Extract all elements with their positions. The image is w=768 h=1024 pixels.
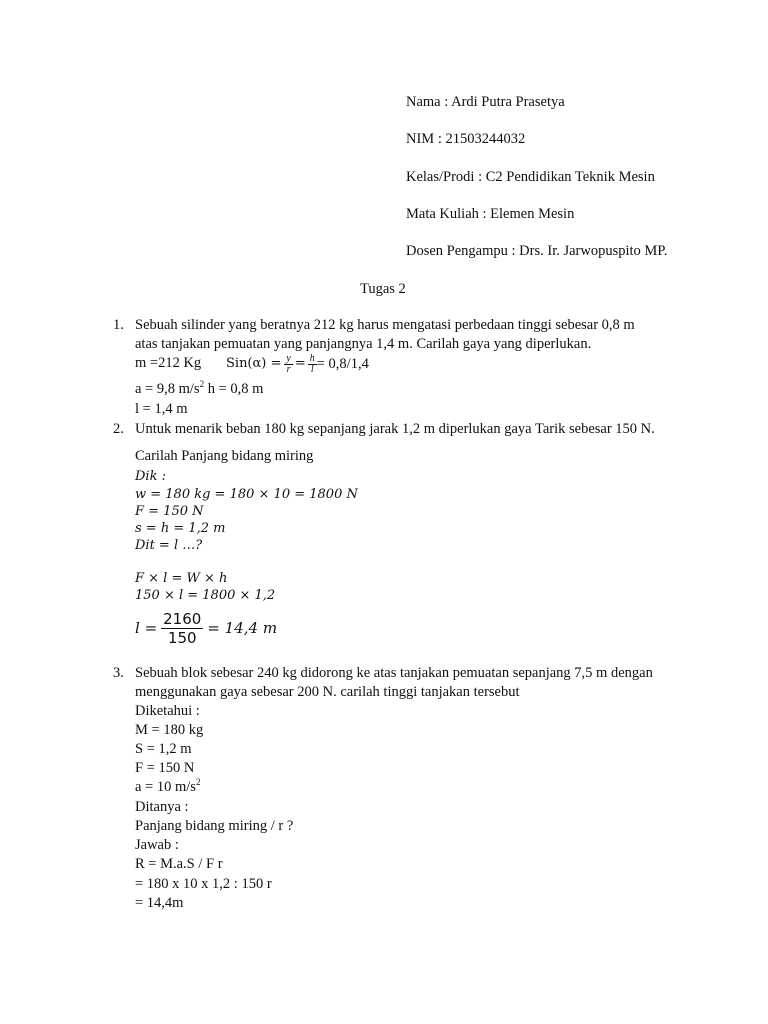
q2-height: s = h = 1,2 m xyxy=(135,521,226,536)
q1-number: 1. xyxy=(113,317,124,333)
q2-equation2: 150 × l = 1800 × 1,2 xyxy=(135,588,276,603)
q3-text-line1: Sebuah blok sebesar 240 kg didorong ke atas tanjakan pemuatan sepanjang 7,5 m dengan xyxy=(135,665,653,681)
student-nim: NIM : 21503244032 xyxy=(406,131,526,147)
q2-denominator: 150 xyxy=(167,628,197,647)
q2-equation1: F × l = W × h xyxy=(135,571,228,586)
q3-distance: S = 1,2 m xyxy=(135,741,192,757)
q1-text-line1: Sebuah silinder yang beratnya 212 kg harus mengatasi perbedaan tinggi sebesar 0,8 m xyxy=(135,317,635,333)
q2-number: 2. xyxy=(113,421,124,437)
q3-answer-line1: R = M.a.S / F r xyxy=(135,856,223,872)
q1-frac-r: r xyxy=(286,363,291,375)
q1-frac-h-l xyxy=(308,354,317,375)
course-name: Mata Kuliah : Elemen Mesin xyxy=(406,206,575,222)
q1-sin-formula xyxy=(226,352,369,376)
q3-answer-line2: = 180 x 10 x 1,2 : 150 r xyxy=(135,876,272,892)
q2-text-line1: Untuk menarik beban 180 kg sepanjang jarak 1,2 m diperlukan gaya Tarik sebesar 150 N. xyxy=(135,421,655,437)
q3-accel-sup: 2 xyxy=(195,777,201,788)
q3-jawab: Jawab : xyxy=(135,837,179,853)
q3-diketahui: Diketahui : xyxy=(135,703,200,719)
page-title: Tugas 2 xyxy=(360,281,406,297)
q1-sin-label: Sin(α) = xyxy=(226,356,282,371)
q3-acceleration xyxy=(135,778,200,796)
q2-text-line2: Carilah Panjang bidang miring xyxy=(135,448,314,464)
q2-fraction xyxy=(161,610,203,647)
q3-answer-line3: = 14,4m xyxy=(135,895,184,911)
q3-force: F = 150 N xyxy=(135,760,195,776)
q2-dik: Dik : xyxy=(135,469,166,484)
q1-frac-y: y xyxy=(286,352,291,364)
q1-equals: = xyxy=(294,356,306,371)
q1-height-text: h = 0,8 m xyxy=(204,381,264,397)
q2-force: F = 150 N xyxy=(135,504,204,519)
q3-question: Panjang bidang miring / r ? xyxy=(135,818,294,834)
q1-accel-sup: 2 xyxy=(199,379,205,390)
q2-l-lhs: l = xyxy=(135,619,158,637)
q1-accel-text: a = 9,8 m/s xyxy=(135,381,200,397)
student-class: Kelas/Prodi : C2 Pendidikan Teknik Mesin xyxy=(406,169,655,185)
q3-text-line2: menggunakan gaya sebesar 200 N. carilah tinggi tanjakan tersebut xyxy=(135,684,520,700)
q3-mass: M = 180 kg xyxy=(135,722,204,738)
q2-l-rhs: = 14,4 m xyxy=(207,619,278,637)
q2-weight: w = 180 kg = 180 × 10 = 1800 N xyxy=(135,487,358,502)
student-name: Nama : Ardi Putra Prasetya xyxy=(406,94,565,110)
q2-numerator: 2160 xyxy=(163,609,202,628)
q1-frac-h: h xyxy=(309,352,315,364)
q1-length: l = 1,4 m xyxy=(135,401,188,417)
q1-text-line2: atas tanjakan pemuatan yang panjangnya 1,4 m. Carilah gaya yang diperlukan. xyxy=(135,336,592,352)
q1-mass: m =212 Kg xyxy=(135,355,202,371)
q1-frac-l: l xyxy=(310,363,314,375)
lecturer-name: Dosen Pengampu : Drs. Ir. Jarwopuspito MP. xyxy=(406,243,668,259)
q1-sin-value: = 0,8/1,4 xyxy=(316,356,369,372)
q3-ditanya: Ditanya : xyxy=(135,799,189,815)
q3-accel-text: a = 10 m/s xyxy=(135,779,196,795)
q2-result xyxy=(135,608,277,648)
q3-number: 3. xyxy=(113,665,124,681)
q2-dit: Dit = l …? xyxy=(135,538,203,553)
q1-frac-y-r xyxy=(284,354,292,375)
q1-acceleration xyxy=(135,380,263,398)
